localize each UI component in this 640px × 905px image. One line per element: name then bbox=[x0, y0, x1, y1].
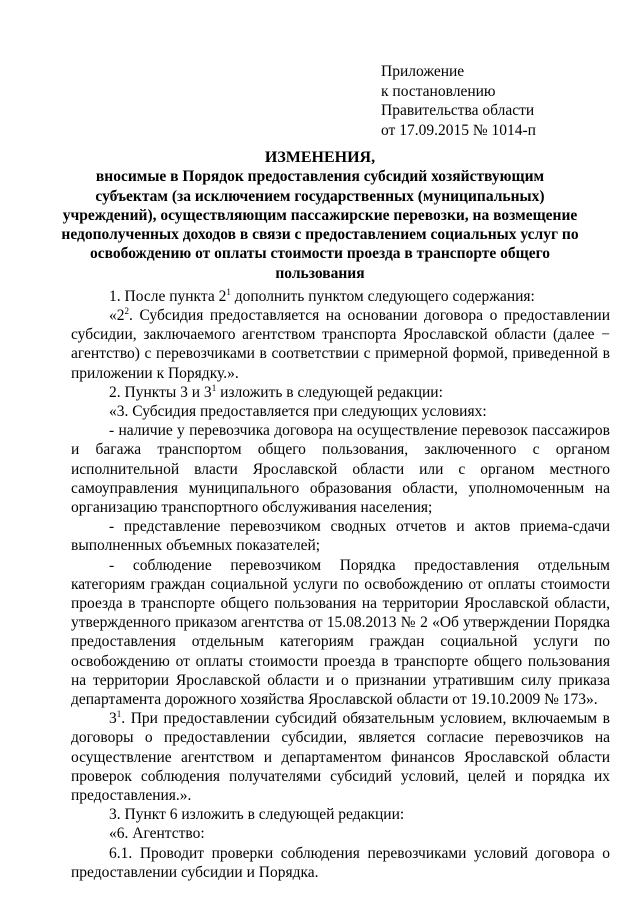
document-body bbox=[71, 287, 610, 306]
document-title bbox=[60, 148, 580, 283]
paragraph: 3. Пункт 6 изложить в следующей редакции: bbox=[109, 806, 405, 824]
paragraph: - наличие у перевозчика договора на осуществление перевозок пассажиров и багажа транспортом общего пользования, заключенного с органом исполнительной власти Ярославской области или с органом местного самоуправления муниципального образования области, уполномоченным на организацию транспортного обслуживания населения; bbox=[71, 422, 610, 517]
title-subtitle: вносимые в Порядок предоставления субсидий хозяйствующим субъектам (за исключением государственных (муниципальных) учреждений), осуществляющим пассажирские перевозки, на возмещение недополученных доходов в связи с предоставлением социальных услуг по освобождению от оплаты стоимости проезда в транспорте общего пользования bbox=[61, 168, 579, 282]
approval-block bbox=[381, 62, 536, 140]
approval-line: Правительства области bbox=[381, 102, 535, 119]
paragraph: «$2^2$. Субсидия предоставляется на основании договора о предоставлении субсидии, заключаемого агентством транспорта Ярославской области (далее − агентство) с перевозчиками в соответствии с примерной формой, приведенной в приложении к Порядку.». bbox=[71, 305, 610, 382]
paragraph: 1. После пункта $2^1$ дополнить пунктом следующего содержания: bbox=[109, 286, 535, 305]
approval-line: от 17.09.2015 № 1014-п bbox=[381, 121, 536, 139]
paragraph: «6. Агентство: bbox=[109, 825, 205, 843]
paragraph: 2. Пункты 3 и $3^1$ изложить в следующей редакции: bbox=[109, 382, 443, 401]
approval-line: Приложение bbox=[381, 63, 465, 80]
paragraph: - представление перевозчиком сводных отчетов и актов приема-сдачи выполненных объемных показателей; bbox=[71, 518, 610, 555]
title-heading: ИЗМЕНЕНИЯ, bbox=[264, 149, 376, 166]
paragraph: - соблюдение перевозчиком Порядка предоставления отдельным категориям граждан социальной услуги по освобождению от оплаты стоимости проезда в транспорте общего пользования на территории Ярославской области, утвержденного приказом агентства от 15.08.2013 № 2 «Об утверждении Порядка предоставления отдельным категориям граждан социальной услуги по освобождению от оплаты стоимости проезда в транспорте общего пользования на территории Ярославской области и о признании утратившим силу приказа департамента дорожного хозяйства Ярославской области от 19.10.2009 № 173». bbox=[71, 556, 610, 709]
paragraph: 6.1. Проводит проверки соблюдения перевозчиками условий договора о предоставлении субсидии и Порядка. bbox=[71, 844, 610, 881]
paragraph: $3^1$. При предоставлении субсидий обязательным условием, включаемым в договоры о предоставлении субсидии, является согласие перевозчиков на осуществление агентством и департаментом финансов Ярославской области проверок соблюдения получателями субсидий условий, целей и порядка их предоставления.». bbox=[71, 709, 610, 805]
paragraph: «3. Субсидия предоставляется при следующих условиях: bbox=[109, 403, 487, 421]
approval-line: к постановлению bbox=[381, 82, 496, 100]
document-body-main bbox=[71, 306, 610, 882]
